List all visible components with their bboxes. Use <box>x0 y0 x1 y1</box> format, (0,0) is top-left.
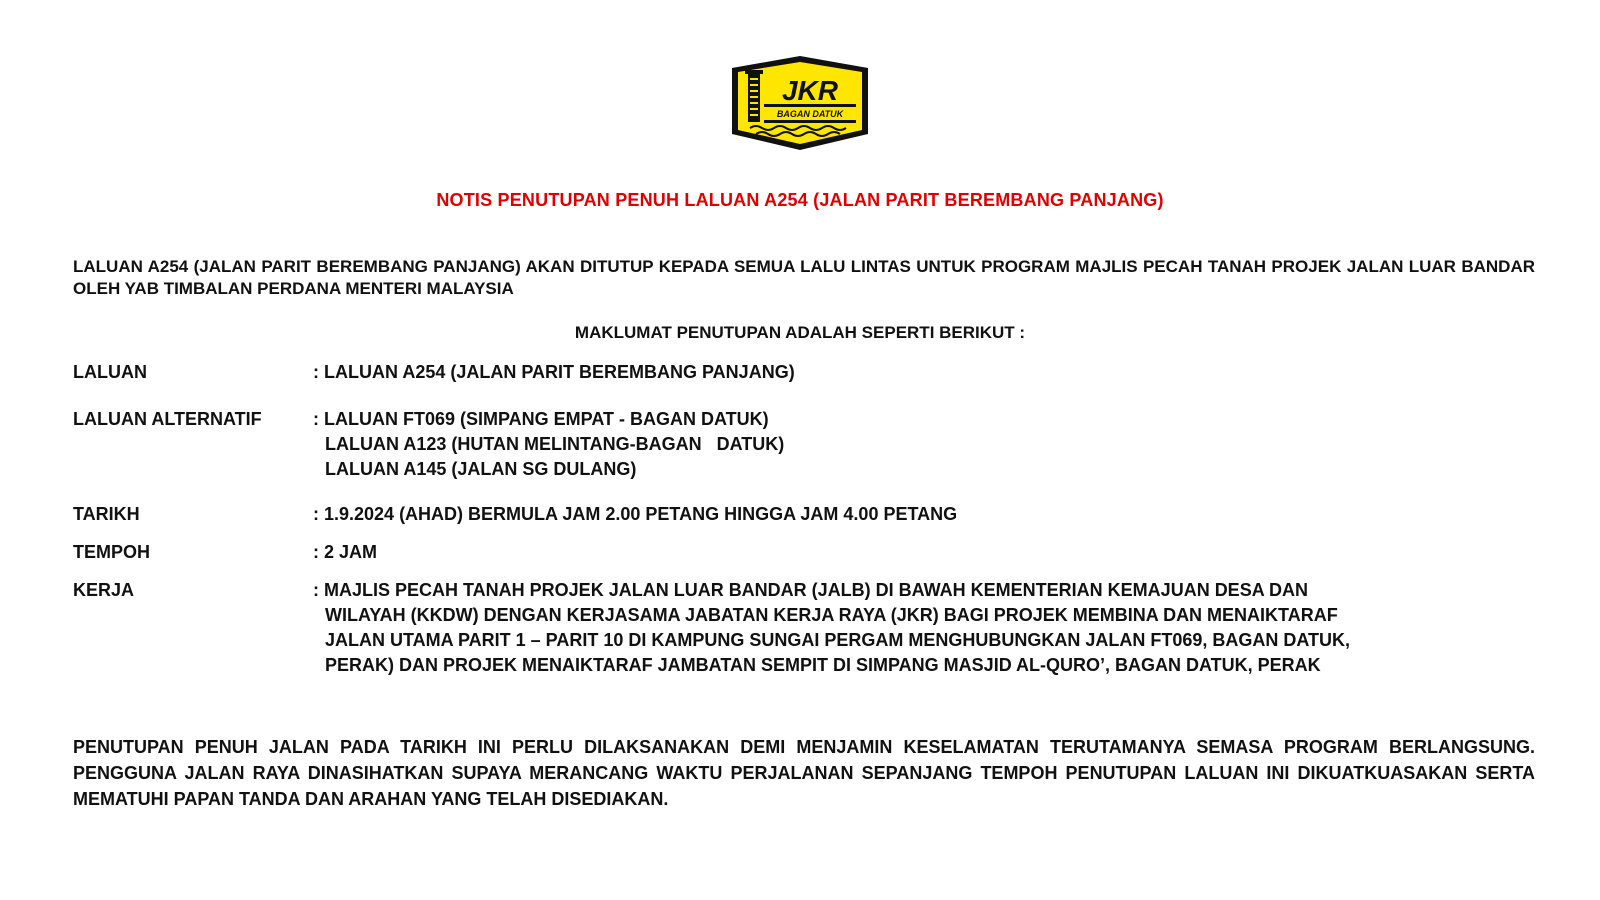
alternatif-line: LALUAN A145 (JALAN SG DULANG) <box>325 459 637 479</box>
detail-label-tempoh: TEMPOH <box>73 542 151 562</box>
logo-subtitle: BAGAN DATUK <box>776 109 844 119</box>
detail-value-laluan: : LALUAN A254 (JALAN PARIT BEREMBANG PANJANG) <box>313 362 795 382</box>
kerja-line: WILAYAH (KKDW) DENGAN KERJASAMA JABATAN KERJA RAYA (JKR) BAGI PROJEK MEMBINA DAN MENAIKTARAF <box>325 605 1338 625</box>
detail-label-kerja: KERJA <box>73 580 135 600</box>
notice-title: NOTIS PENUTUPAN PENUH LALUAN A254 (JALAN PARIT BEREMBANG PANJANG) <box>436 190 1164 210</box>
detail-label-alternatif: LALUAN ALTERNATIF <box>73 409 262 429</box>
detail-value-alternatif <box>313 407 1553 482</box>
detail-label-laluan: LALUAN <box>73 362 147 382</box>
jkr-logo <box>726 54 874 152</box>
detail-value-tarikh: : 1.9.2024 (AHAD) BERMULA JAM 2.00 PETANG HINGGA JAM 4.00 PETANG <box>313 504 958 524</box>
kerja-line: PERAK) DAN PROJEK MENAIKTARAF JAMBATAN SEMPIT DI SIMPANG MASJID AL-QURO’, BAGAN DATUK, PERAK <box>325 655 1321 675</box>
jkr-logo-icon <box>726 54 874 152</box>
details-subheading: MAKLUMAT PENUTUPAN ADALAH SEPERTI BERIKUT : <box>574 323 1026 342</box>
detail-value-tempoh: : 2 JAM <box>313 542 378 562</box>
alternatif-line: LALUAN A123 (HUTAN MELINTANG-BAGAN DATUK) <box>325 434 785 454</box>
intro-paragraph: LALUAN A254 (JALAN PARIT BEREMBANG PANJANG) AKAN DITUTUP KEPADA SEMUA LALU LINTAS UNTUK PROGRAM MAJLIS PECAH TANAH PROJEK JALAN LUAR BANDAR OLEH YAB TIMBALAN PERDANA MENTERI MALAYSIA <box>73 257 1535 298</box>
logo-brand: JKR <box>781 75 839 106</box>
kerja-line: : MAJLIS PECAH TANAH PROJEK JALAN LUAR BANDAR (JALB) DI BAWAH KEMENTERIAN KEMAJUAN DESA DAN <box>313 580 1309 600</box>
kerja-line: JALAN UTAMA PARIT 1 – PARIT 10 DI KAMPUNG SUNGAI PERGAM MENGHUBUNGKAN JALAN FT069, BAGAN DATUK, <box>325 630 1351 650</box>
detail-label-tarikh: TARIKH <box>73 504 140 524</box>
closing-paragraph: PENUTUPAN PENUH JALAN PADA TARIKH INI PERLU DILAKSANAKAN DEMI MENJAMIN KESELAMATAN TERUTAMANYA SEMASA PROGRAM BERLANGSUNG. PENGGUNA JALAN RAYA DINASIHATKAN SUPAYA MERANCANG WAKTU PERJALANAN SEPANJANG TEMPOH PENUTUPAN LALUAN INI DIKUATKUASAKAN SERTA MEMATUHI PAPAN TANDA DAN ARAHAN YANG TELAH DISEDIAKAN. <box>73 737 1535 809</box>
detail-value-kerja <box>313 578 1553 678</box>
alternatif-line: : LALUAN FT069 (SIMPANG EMPAT - BAGAN DATUK) <box>313 409 769 429</box>
